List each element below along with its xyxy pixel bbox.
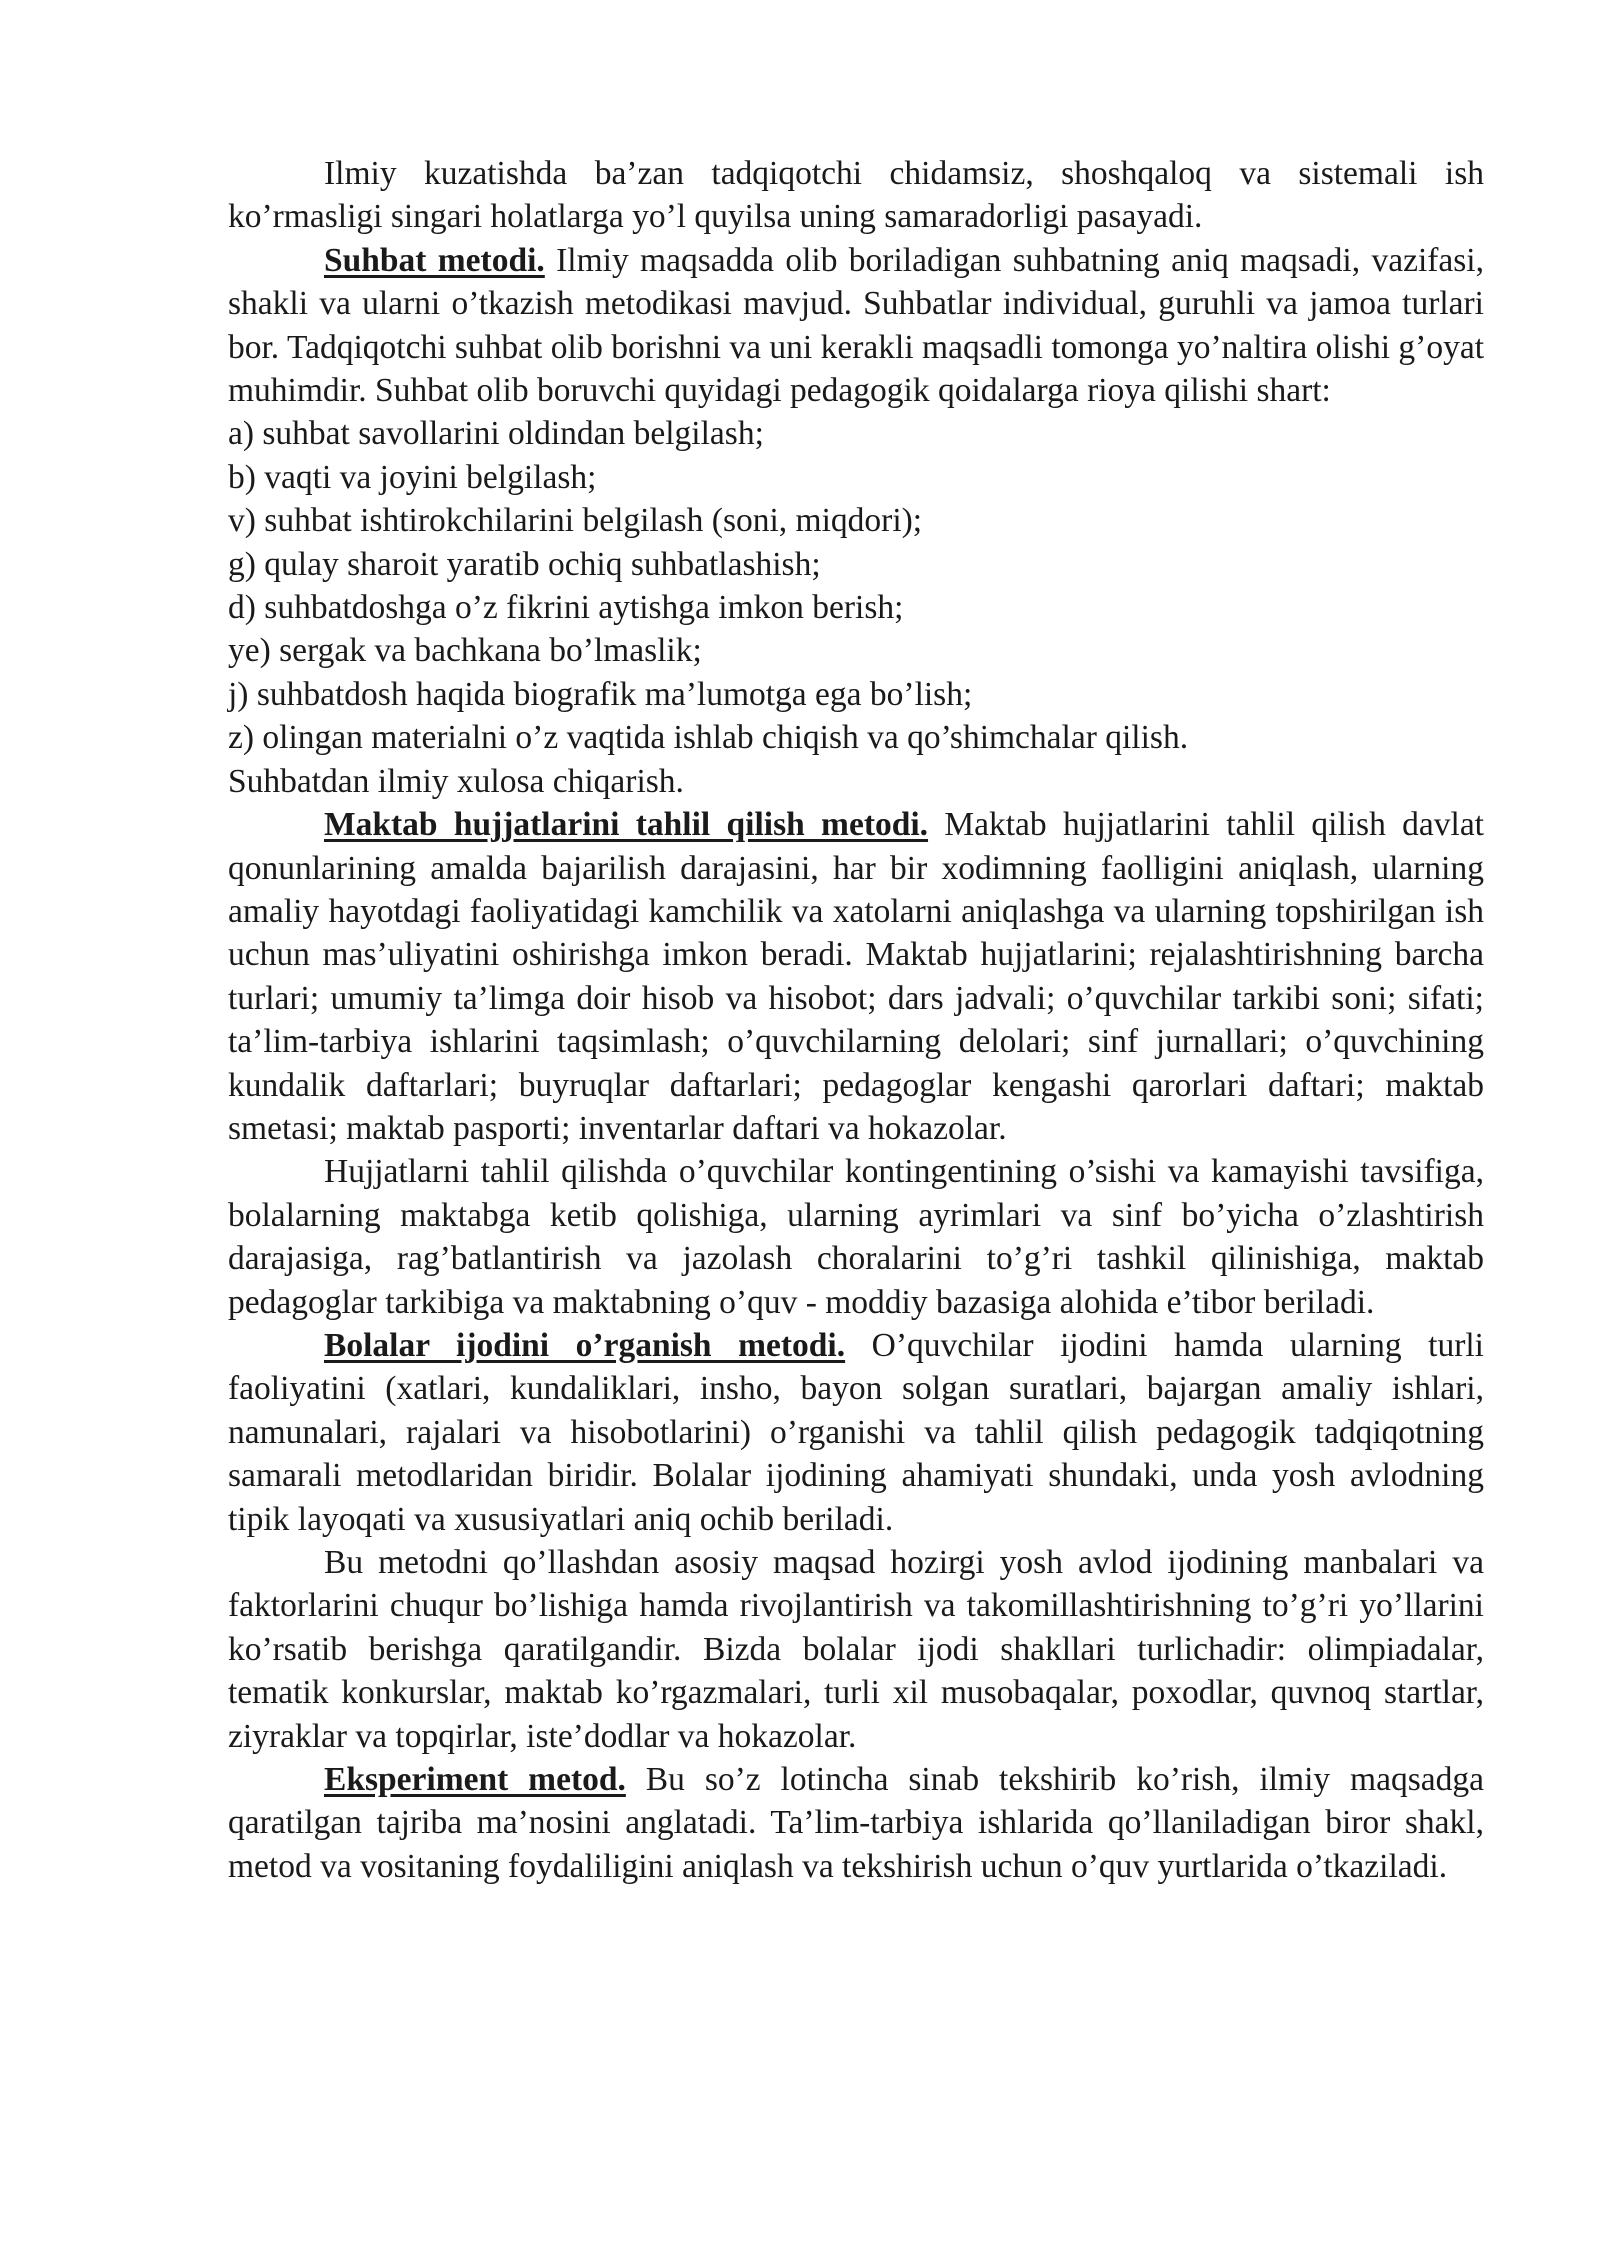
list-item: g) qulay sharoit yaratib ochiq suhbatlashish; xyxy=(228,545,821,583)
list-item: a) suhbat savollarini oldindan belgilash; xyxy=(228,415,764,453)
document-page xyxy=(228,152,1484,1888)
paragraph-document-analysis: Hujjatlarni tahlil qilishda o’quvchilar kontingentining o’sishi va kamayishi tavsifiga, bolalarning maktabga ketib qolishiga, ularning ayrimlari va sinf bo’yicha o’zlashtirish darajasiga, rag’batlantirish va jazolash choralarini to’g’ri tashkil qilinishiga, maktab pedagoglar tarkibiga va maktabning o’quv - moddiy bazasiga alohida e’tibor beriladi. xyxy=(228,1153,1484,1321)
list-item: z) olingan materialni o’z vaqtida ishlab chiqish va qo’shimchalar qilish. xyxy=(228,719,1189,757)
paragraph-experiment-method xyxy=(228,1758,1484,1888)
paragraph-body: Maktab hujjatlarini tahlil qilish davlat qonunlarining amalda bajarilish darajasini, har bir xodimning faolligini aniqlash, ularning amaliy hayotdagi faoliyatidagi kamchilik va xatolarni aniqlashga va ularning topshirilgan ish uchun mas’uliyatini oshirishga imkon beradi. Maktab hujjatlarini; rejalashtirishning barcha turlari; umumiy ta’limga doir hisob va hisobot; dars jadvali; o’quvchilar tarkibi soni; sifati; ta’lim-tarbiya ishlarini taqsimlash; o’quvchilarning delolari; sinf jurnallari; o’quvchining kundalik daftarlari; buyruqlar daftarlari; pedagoglar kengashi qarorlari daftari; maktab smetasi; maktab pasporti; inventarlar daftari va hokazolar. xyxy=(228,806,1484,1147)
section-heading-school-documents-method: Maktab hujjatlarini tahlil qilish metodi. xyxy=(324,806,929,844)
section-heading-experiment-method: Eksperiment metod. xyxy=(324,1761,626,1799)
conversation-conclusion: Suhbatdan ilmiy xulosa chiqarish. xyxy=(228,762,684,800)
paragraph-conversation-method xyxy=(228,239,1484,413)
list-item: b) vaqti va joyini belgilash; xyxy=(228,458,597,496)
paragraph-observation-drawbacks: Ilmiy kuzatishda ba’zan tadqiqotchi chidamsiz, shoshqaloq va sistemali ish ko’rmasligi singari holatlarga yo’l quyilsa uning samaradorligi pasayadi. xyxy=(228,155,1484,236)
list-item: ye) sergak va bachkana bo’lmaslik; xyxy=(228,632,702,670)
conversation-rules-list xyxy=(228,412,1484,759)
paragraph-school-documents-method xyxy=(228,803,1484,1150)
paragraph-children-creativity-method xyxy=(228,1324,1484,1541)
list-item: v) suhbat ishtirokchilarini belgilash (soni, miqdori); xyxy=(228,502,923,540)
list-item: d) suhbatdoshga o’z fikrini aytishga imkon berish; xyxy=(228,589,904,627)
paragraph-method-purpose: Bu metodni qo’llashdan asosiy maqsad hozirgi yosh avlod ijodining manbalari va faktorlarini chuqur bo’lishiga hamda rivojlantirish va takomillashtirishning to’g’ri yo’llarini ko’rsatib berishga qaratilgandir. Bizda bolalar ijodi shakllari turlichadir: olimpiadalar, tematik konkurslar, maktab ko’rgazmalari, turli xil musobaqalar, poxodlar, quvnoq startlar, ziyraklar va topqirlar, iste’dodlar va hokazolar. xyxy=(228,1544,1484,1755)
paragraph-body: O’quvchilar ijodini hamda ularning turli faoliyatini (xatlari, kundaliklari, insho, bayon solgan suratlari, bajargan amaliy ishlari, namunalari, rajalari va hisobotlarini) o’rganishi va tahlil qilish pedagogik tadqiqotning samarali metodlaridan biridir. Bolalar ijodining ahamiyati shundaki, unda yosh avlodning tipik layoqati va xususiyatlari aniq ochib beriladi. xyxy=(228,1326,1484,1538)
section-heading-children-creativity-method: Bolalar ijodini o’rganish metodi. xyxy=(324,1326,846,1364)
list-item: j) suhbatdosh haqida biografik ma’lumotga ega bo’lish; xyxy=(228,675,973,713)
paragraph-body: Bu so’z lotincha sinab tekshirib ko’rish, ilmiy maqsadga qaratilgan tajriba ma’nosini anglatadi. Ta’lim-tarbiya ishlarida qo’llaniladigan biror shakl, metod va vositaning foydaliligini aniqlash va tekshirish uchun o’quv yurtlarida o’tkaziladi. xyxy=(228,1761,1485,1885)
paragraph-body: Ilmiy maqsadda olib boriladigan suhbatning aniq maqsadi, vazifasi, shakli va ularni o’tkazish metodikasi mavjud. Suhbatlar individual, guruhli va jamoa turlari bor. Tadqiqotchi suhbat olib borishni va uni kerakli maqsadli tomonga yo’naltira olishi g’oyat muhimdir. Suhbat olib boruvchi quyidagi pedagogik qoidalarga rioya qilishi shart: xyxy=(228,241,1484,410)
section-heading-conversation-method: Suhbat metodi. xyxy=(324,241,545,279)
